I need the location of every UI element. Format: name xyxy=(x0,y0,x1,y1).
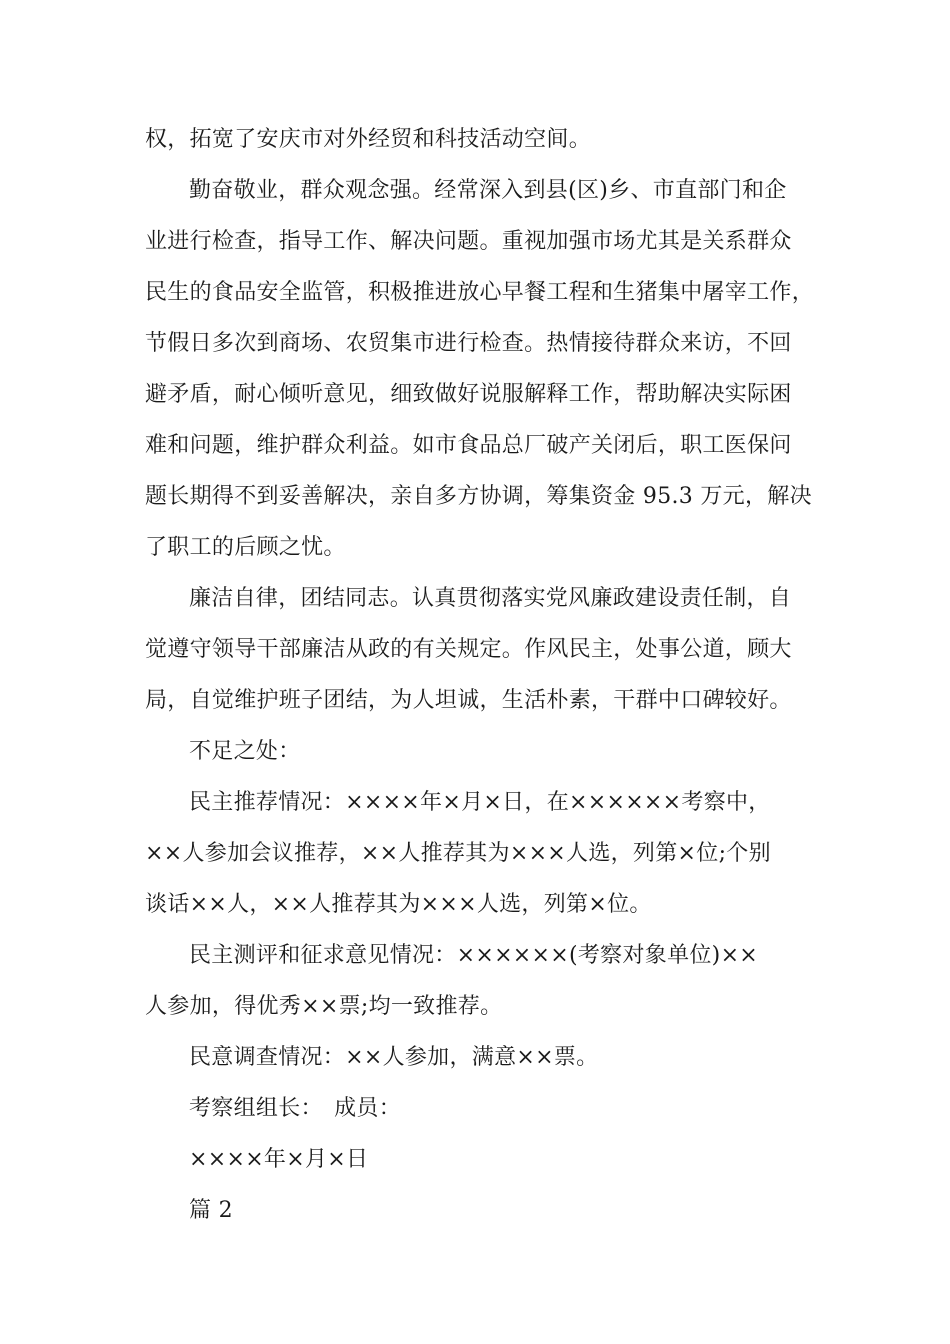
text-line: 题长期得不到妥善解决，亲自多方协调，筹集资金 95.3 万元，解决 xyxy=(145,484,812,509)
text-line: 民主推荐情况：××××年×月×日，在××××××考察中， xyxy=(189,790,771,815)
paragraph-p3 xyxy=(145,573,810,726)
document-body xyxy=(145,114,815,1236)
text-line: 不足之处： xyxy=(189,739,301,764)
text-line: 民意调查情况：××人参加，满意××票。 xyxy=(189,1045,599,1070)
text-line: ××××年×月×日 xyxy=(189,1147,369,1172)
text-line: 民主测评和征求意见情况：××××××(考察对象单位)×× xyxy=(189,943,759,968)
text-line: 勤奋敬业，群众观念强。经常深入到县(区)乡、市直部门和企 xyxy=(189,178,787,203)
text-line: 局，自觉维护班子团结，为人坦诚，生活朴素，干群中口碑较好。 xyxy=(145,688,792,713)
paragraph-p10 xyxy=(145,1185,810,1236)
text-line: 难和问题，维护群众利益。如市食品总厂破产关闭后，职工医保问 xyxy=(145,433,792,458)
paragraph-p5 xyxy=(145,777,810,930)
text-line: 篇 2 xyxy=(189,1198,233,1223)
text-line: 谈话××人，××人推荐其为×××人选，列第×位。 xyxy=(145,892,652,917)
text-line: 廉洁自律，团结同志。认真贯彻落实党风廉政建设责任制，自 xyxy=(189,586,792,611)
paragraph-p7 xyxy=(145,1032,810,1083)
paragraph-p8 xyxy=(145,1083,810,1134)
text-line: 人参加，得优秀××票;均一致推荐。 xyxy=(145,994,503,1019)
text-line: 了职工的后顾之忧。 xyxy=(145,535,346,560)
paragraph-p6 xyxy=(145,930,810,1032)
text-line: 权，拓宽了安庆市对外经贸和科技活动空间。 xyxy=(145,127,592,152)
text-line: 考察组组长： 成员： xyxy=(189,1096,402,1121)
paragraph-p4 xyxy=(145,726,810,777)
text-line: 避矛盾，耐心倾听意见，细致做好说服解释工作，帮助解决实际困 xyxy=(145,382,792,407)
text-line: 民生的食品安全监管，积极推进放心早餐工程和生猪集中屠宰工作， xyxy=(145,280,815,305)
text-line: ××人参加会议推荐，××人推荐其为×××人选，列第×位;个别 xyxy=(145,841,771,866)
paragraph-p9 xyxy=(145,1134,810,1185)
paragraph-p2 xyxy=(145,165,815,573)
text-line: 觉遵守领导干部廉洁从政的有关规定。作风民主，处事公道，顾大 xyxy=(145,637,792,662)
text-line: 业进行检查，指导工作、解决问题。重视加强市场尤其是关系群众 xyxy=(145,229,792,254)
text-line: 节假日多次到商场、农贸集市进行检查。热情接待群众来访，不回 xyxy=(145,331,792,356)
paragraph-p1 xyxy=(145,114,810,165)
